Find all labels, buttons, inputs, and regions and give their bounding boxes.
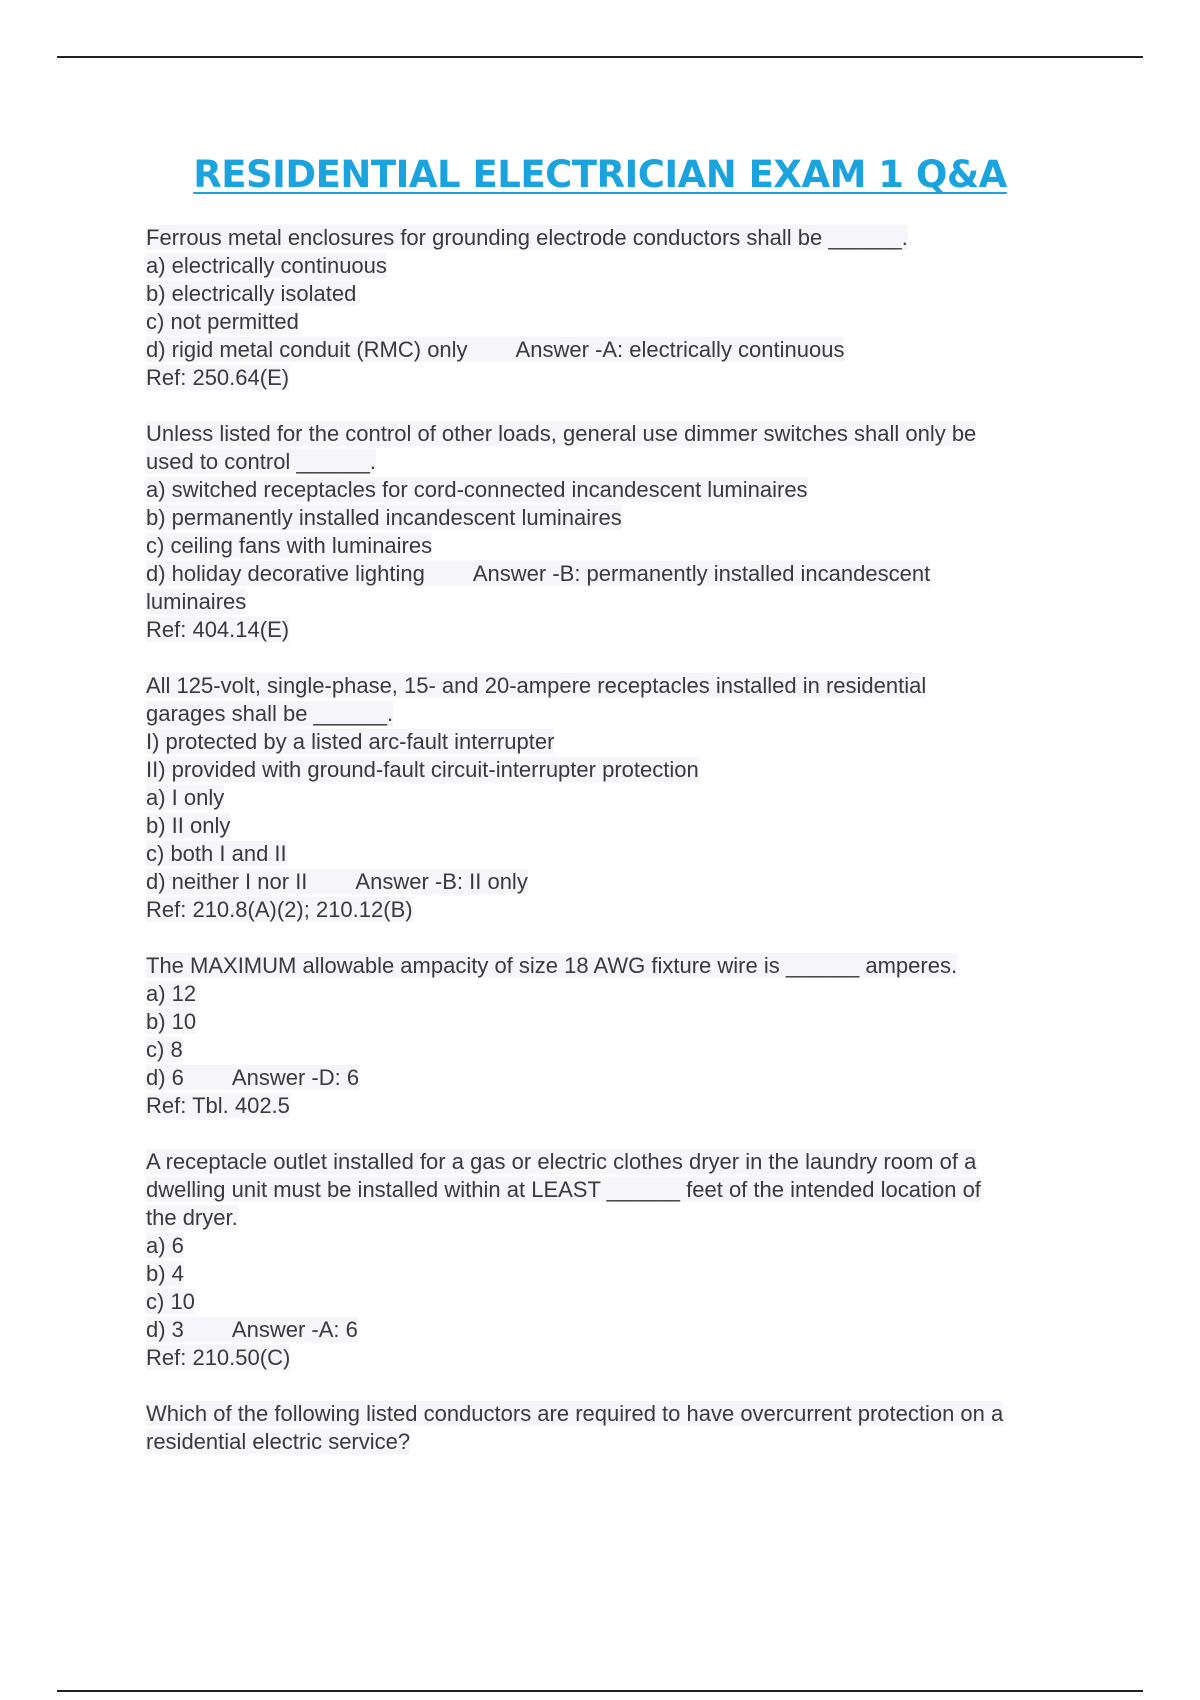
question-text: the dryer.: [146, 1205, 238, 1230]
question-block-2: [146, 420, 1096, 644]
question-block-1: [146, 224, 1096, 392]
answer: Answer -A: electrically continuous: [515, 337, 845, 362]
option-a: a) electrically continuous: [146, 253, 387, 278]
option-c: c) 8: [146, 1037, 183, 1062]
reference: Ref: 210.8(A)(2); 210.12(B): [146, 897, 413, 922]
question-block-5: [146, 1148, 1096, 1372]
option-d-with-answer: [146, 560, 1096, 588]
option-d: d) 6: [146, 1065, 184, 1090]
question-text: garages shall be ______.: [146, 701, 394, 726]
option-d: d) 3: [146, 1317, 184, 1342]
page-title: [0, 150, 1200, 200]
option-b: b) electrically isolated: [146, 281, 357, 306]
statement-i: I) protected by a listed arc-fault interrupter: [146, 729, 555, 754]
question-block-4: [146, 952, 1096, 1120]
question-text: residential electric service?: [146, 1429, 411, 1454]
option-d: d) rigid metal conduit (RMC) only: [146, 337, 468, 362]
option-b: b) II only: [146, 813, 231, 838]
answer: Answer -B: permanently installed incandescent: [472, 561, 931, 586]
option-a: a) 12: [146, 981, 197, 1006]
question-text: A receptacle outlet installed for a gas or electric clothes dryer in the laundry room of a: [146, 1149, 977, 1174]
reference: Ref: 250.64(E): [146, 365, 290, 390]
option-a: a) switched receptacles for cord-connected incandescent luminaires: [146, 477, 808, 502]
statement-ii: II) provided with ground-fault circuit-interrupter protection: [146, 757, 699, 782]
question-text: All 125-volt, single-phase, 15- and 20-ampere receptacles installed in residential: [146, 673, 927, 698]
answer: Answer -D: 6: [231, 1065, 360, 1090]
option-b: b) 4: [146, 1261, 184, 1286]
bottom-rule: [57, 1690, 1143, 1692]
question-text: used to control ______.: [146, 449, 376, 474]
question-text: Unless listed for the control of other loads, general use dimmer switches shall only be: [146, 421, 977, 446]
answer: Answer -A: 6: [231, 1317, 358, 1342]
option-c: c) ceiling fans with luminaires: [146, 533, 433, 558]
question-text: Which of the following listed conductors are required to have overcurrent protection on a: [146, 1401, 1004, 1426]
option-c: c) both I and II: [146, 841, 287, 866]
option-d: d) neither I nor II: [146, 869, 308, 894]
option-d-with-answer: [146, 868, 1096, 896]
option-b: b) 10: [146, 1009, 197, 1034]
reference: Ref: Tbl. 402.5: [146, 1093, 290, 1118]
answer-continuation: luminaires: [146, 589, 247, 614]
top-rule: [57, 56, 1143, 58]
reference: Ref: 404.14(E): [146, 617, 290, 642]
option-a: a) I only: [146, 785, 225, 810]
answer: Answer -B: II only: [355, 869, 528, 894]
option-d-with-answer: [146, 336, 1096, 364]
option-d-with-answer: [146, 1064, 1096, 1092]
option-d-with-answer: [146, 1316, 1096, 1344]
question-text: The MAXIMUM allowable ampacity of size 18 AWG fixture wire is ______ amperes.: [146, 953, 958, 978]
option-d: d) holiday decorative lighting: [146, 561, 425, 586]
qa-content: [146, 224, 1096, 1484]
page-title-text: RESIDENTIAL ELECTRICIAN EXAM 1 Q&A: [193, 153, 1007, 196]
option-c: c) 10: [146, 1289, 195, 1314]
question-block-6: [146, 1400, 1096, 1456]
reference: Ref: 210.50(C): [146, 1345, 291, 1370]
question-block-3: [146, 672, 1096, 924]
option-c: c) not permitted: [146, 309, 299, 334]
option-b: b) permanently installed incandescent luminaires: [146, 505, 622, 530]
option-a: a) 6: [146, 1233, 184, 1258]
question-text: Ferrous metal enclosures for grounding electrode conductors shall be ______.: [146, 225, 908, 250]
question-text: dwelling unit must be installed within at LEAST ______ feet of the intended location of: [146, 1177, 981, 1202]
